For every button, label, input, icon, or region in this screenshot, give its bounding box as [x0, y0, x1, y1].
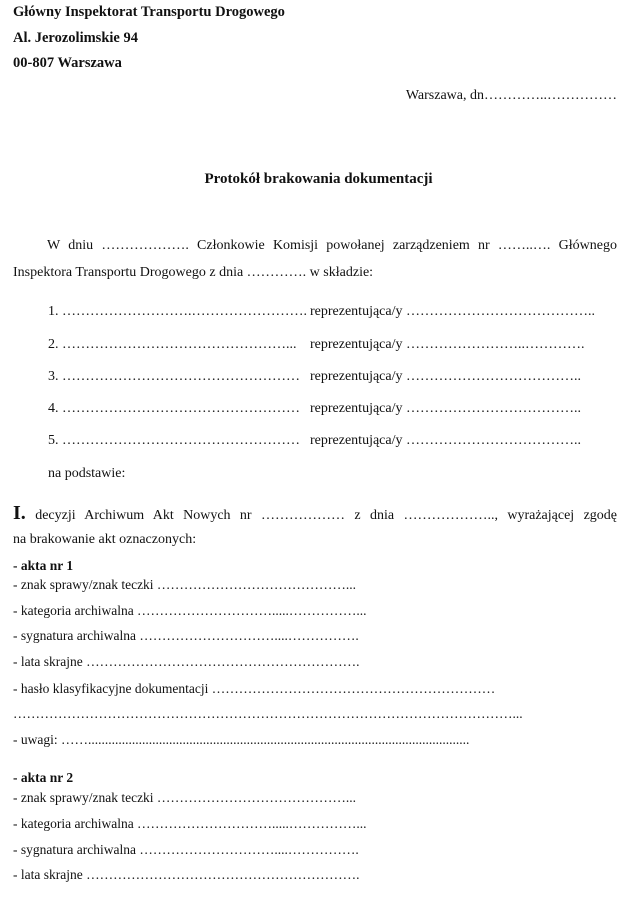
akta-2-heading: - akta nr 2: [13, 770, 74, 785]
member-name-field: 2. …………………………………………...: [48, 337, 297, 352]
member-role-field: reprezentująca/y …………………………………..: [310, 304, 595, 319]
member-role-field: reprezentująca/y ………………………………..: [310, 369, 581, 384]
intro-text-1: W dniu ………………. Członkowie Komisji powołanej zarządzeniem nr ……..…. Głównego: [47, 238, 617, 253]
akta-field: - znak sprawy/znak teczki ……………………………………...: [13, 790, 357, 805]
date-line: Warszawa, dn…………..……………: [405, 88, 617, 103]
member-row: [48, 369, 581, 385]
member-name-field: 4. ……………………………………………: [48, 401, 300, 416]
akta-1-heading: - akta nr 1: [13, 558, 74, 573]
institution-name: Główny Inspektorat Transportu Drogowego: [13, 4, 285, 20]
member-name-field: 3. ……………………………………………: [48, 369, 300, 384]
akta-field: - hasło klasyfikacyjne dokumentacji ………………………………………………………: [13, 681, 496, 696]
member-name-field: 1. ……………………….…………………….: [48, 304, 307, 319]
akta-field: - sygnatura archiwalna …………………………....…………….: [13, 628, 359, 643]
akta-field: - uwagi: …….................................................................................................................: [13, 732, 470, 747]
akta-field: - kategoria archiwalna ………………………….....……………...: [13, 603, 367, 618]
member-role-field: reprezentująca/y ………………………………..: [310, 401, 581, 416]
member-row: [48, 304, 595, 320]
member-row: [48, 337, 585, 353]
akta-field: …………………………………………………………………………………………………...: [13, 706, 523, 721]
member-role-field: reprezentująca/y ……………………..………….: [310, 337, 585, 352]
akta-field: - sygnatura archiwalna …………………………....…………….: [13, 842, 359, 857]
institution-street: Al. Jerozolimskie 94: [13, 30, 138, 46]
intro-line-2: Inspektora Transportu Drogowego z dnia …………. w składzie:: [13, 265, 374, 280]
akta-field: - lata skrajne …………………………………………………….: [13, 654, 360, 669]
member-role-field: reprezentująca/y ………………………………..: [310, 433, 581, 448]
institution-city: 00-807 Warszawa: [13, 55, 122, 71]
member-name-field: 5. ……………………………………………: [48, 433, 300, 448]
member-row: [48, 433, 581, 449]
member-row: [48, 401, 581, 417]
document-title: Protokół brakowania dokumentacji: [204, 171, 433, 187]
decision-text: decyzji Archiwum Akt Nowych nr ……………… z dnia ……………….., wyrażającej zgodę: [35, 508, 617, 523]
akta-field: - znak sprawy/znak teczki ……………………………………...: [13, 577, 357, 592]
akta-field: - lata skrajne …………………………………………………….: [13, 867, 360, 882]
decision-line-1: [13, 502, 617, 525]
akta-field: - kategoria archiwalna ………………………….....……………...: [13, 816, 367, 831]
basis-label: na podstawie:: [48, 466, 126, 481]
decision-line-2: na brakowanie akt oznaczonych:: [13, 532, 197, 547]
intro-line-1: [13, 238, 617, 254]
section-numeral: I.: [13, 502, 26, 524]
